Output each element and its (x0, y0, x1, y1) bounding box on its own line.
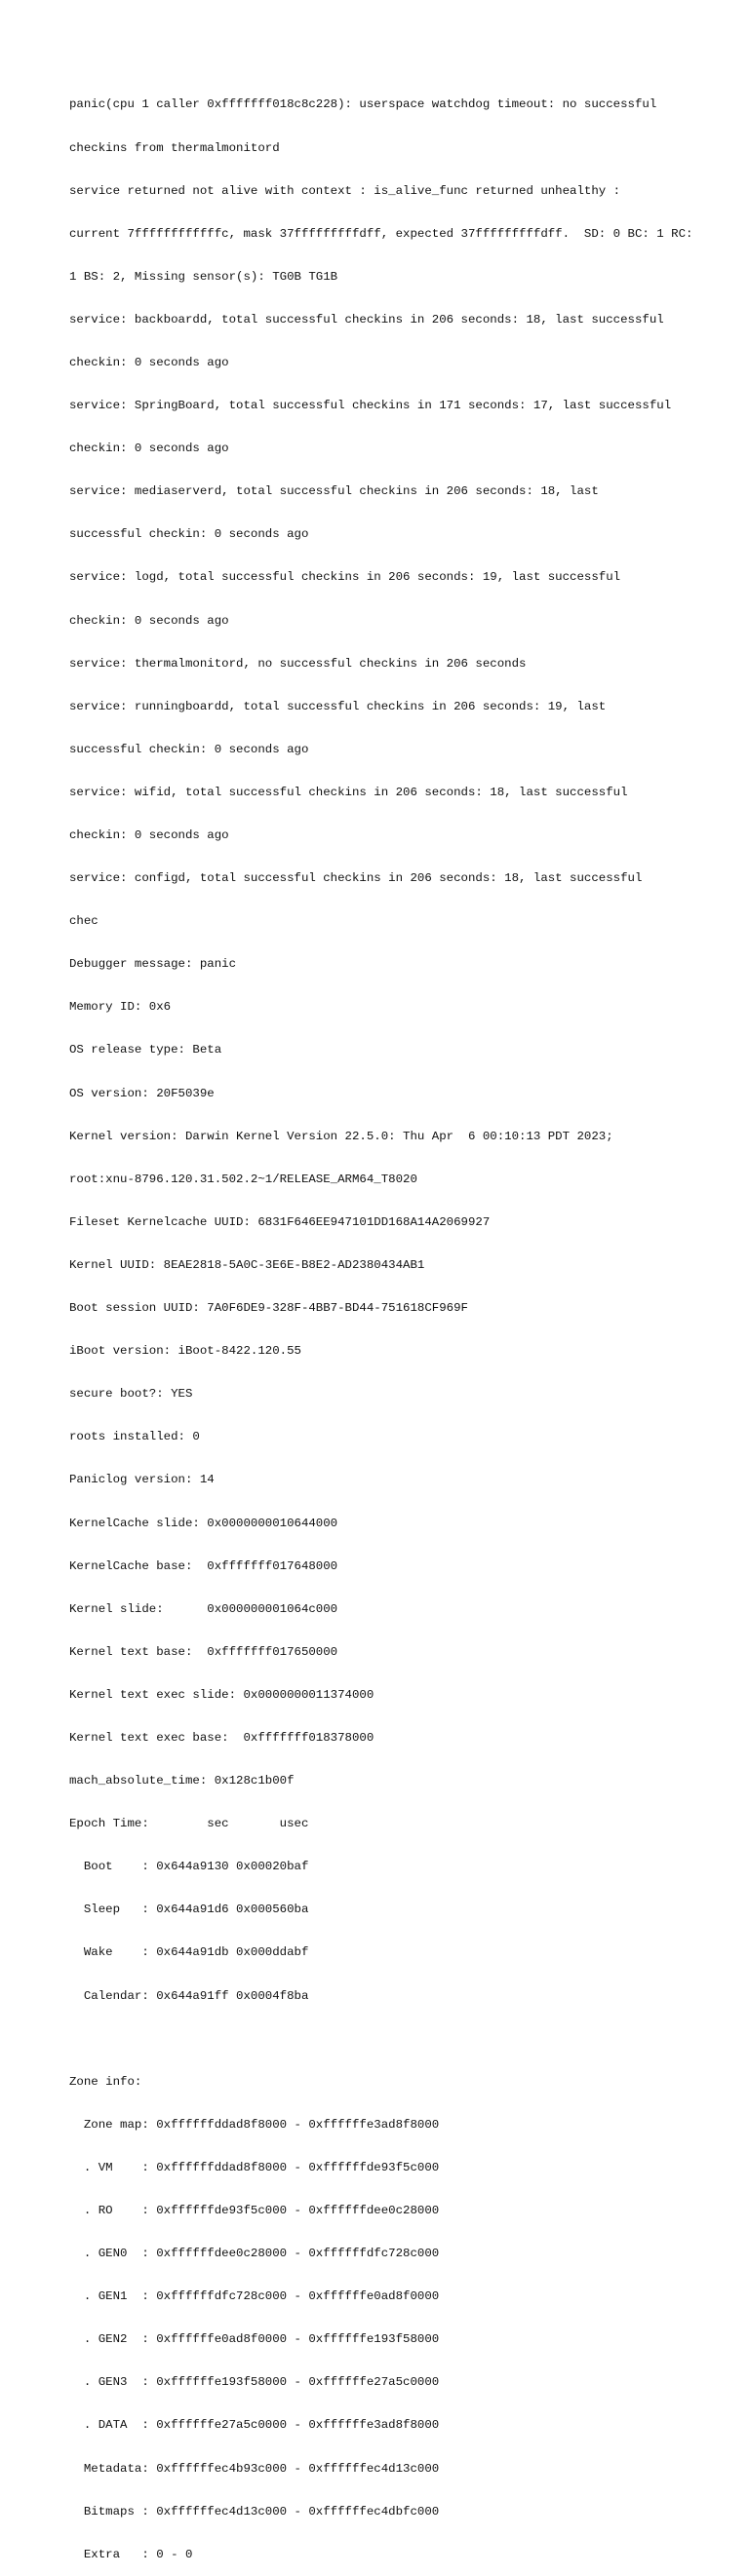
log-line: service: wifid, total successful checkins in 206 seconds: 18, last successful (69, 785, 628, 799)
log-line: successful checkin: 0 seconds ago (69, 527, 309, 542)
log-line: service: mediaserverd, total successful checkins in 206 seconds: 18, last (69, 484, 599, 499)
log-line: checkin: 0 seconds ago (69, 355, 229, 369)
log-line: Epoch Time: sec usec (69, 1817, 309, 1831)
log-line: roots installed: 0 (69, 1430, 200, 1444)
log-line: . VM : 0xffffffddad8f8000 - 0xffffffde93f5c000 (69, 2160, 440, 2174)
log-line: successful checkin: 0 seconds ago (69, 742, 309, 756)
log-line: Boot : 0x644a9130 0x00020baf (69, 1860, 309, 1874)
log-line: Debugger message: panic (69, 957, 237, 972)
log-line: service: configd, total successful checkins in 206 seconds: 18, last successful (69, 871, 643, 886)
log-line: KernelCache slide: 0x0000000010644000 (69, 1516, 338, 1530)
log-line: current 7ffffffffffffc, mask 37fffffffffdff, expected 37fffffffffdff. SD: 0 BC: 1 RC: (69, 226, 693, 241)
log-line: . GEN2 : 0xffffffe0ad8f0000 - 0xffffffe193f58000 (69, 2332, 440, 2347)
log-line: mach_absolute_time: 0x128c1b00f (69, 1774, 295, 1788)
log-line: service: SpringBoard, total successful checkins in 171 seconds: 17, last successful (69, 399, 672, 413)
log-line: checkins from thermalmonitord (69, 140, 280, 155)
log-line: . GEN3 : 0xffffffe193f58000 - 0xffffffe27a5c0000 (69, 2375, 440, 2390)
panic-log-text (69, 69, 693, 2576)
log-line: Zone info: (69, 2074, 142, 2089)
log-line: Boot session UUID: 7A0F6DE9-328F-4BB7-BD44-751618CF969F (69, 1301, 468, 1316)
log-line: OS release type: Beta (69, 1043, 222, 1057)
log-line: chec (69, 914, 99, 929)
log-line: OS version: 20F5039e (69, 1086, 215, 1100)
log-line: Kernel UUID: 8EAE2818-5A0C-3E6E-B8E2-AD2380434AB1 (69, 1257, 425, 1272)
log-line: Kernel text base: 0xfffffff017650000 (69, 1644, 338, 1659)
log-line: Sleep : 0x644a91d6 0x000560ba (69, 1903, 309, 1917)
log-line: Calendar: 0x644a91ff 0x0004f8ba (69, 1988, 309, 2003)
log-line: . RO : 0xffffffde93f5c000 - 0xffffffdee0c28000 (69, 2204, 440, 2217)
log-line: Memory ID: 0x6 (69, 1000, 172, 1015)
log-line: checkin: 0 seconds ago (69, 442, 229, 456)
log-line: service: logd, total successful checkins in 206 seconds: 19, last successful (69, 570, 621, 585)
log-line: Zone map: 0xffffffddad8f8000 - 0xffffffe3ad8f8000 (69, 2117, 440, 2132)
log-line: 1 BS: 2, Missing sensor(s): TG0B TG1B (69, 269, 338, 284)
log-line: root:xnu-8796.120.31.502.2~1/RELEASE_ARM64_T8020 (69, 1172, 417, 1186)
log-line: . DATA : 0xffffffe27a5c0000 - 0xffffffe3ad8f8000 (69, 2418, 440, 2433)
log-line: Paniclog version: 14 (69, 1473, 215, 1487)
log-line: service returned not alive with context : is_alive_func returned unhealthy : (69, 183, 621, 198)
log-line: Kernel text exec slide: 0x0000000011374000 (69, 1687, 374, 1702)
log-line: service: backboardd, total successful checkins in 206 seconds: 18, last successful (69, 312, 664, 327)
log-line: . GEN1 : 0xffffffdfc728c000 - 0xffffffe0ad8f0000 (69, 2289, 440, 2304)
log-line: Extra : 0 - 0 (69, 2547, 193, 2561)
log-line: Kernel slide: 0x000000001064c000 (69, 1601, 338, 1616)
log-line: KernelCache base: 0xfffffff017648000 (69, 1558, 338, 1573)
log-line: service: runningboardd, total successful checkins in 206 seconds: 19, last (69, 699, 607, 713)
log-line: Fileset Kernelcache UUID: 6831F646EE947101DD168A14A2069927 (69, 1214, 491, 1229)
log-line: secure boot?: YES (69, 1387, 193, 1402)
log-line: iBoot version: iBoot-8422.120.55 (69, 1344, 301, 1359)
log-line: checkin: 0 seconds ago (69, 613, 229, 628)
log-line: . GEN0 : 0xffffffdee0c28000 - 0xffffffdfc728c000 (69, 2247, 440, 2261)
log-line: Kernel text exec base: 0xfffffff018378000 (69, 1730, 374, 1745)
blank-line (69, 2032, 693, 2047)
log-line: Wake : 0x644a91db 0x000ddabf (69, 1945, 309, 1960)
log-line: checkin: 0 seconds ago (69, 828, 229, 842)
log-line: Kernel version: Darwin Kernel Version 22.5.0: Thu Apr 6 00:10:13 PDT 2023; (69, 1129, 613, 1143)
log-line: Bitmaps : 0xffffffec4d13c000 - 0xffffffec4dbfc000 (69, 2504, 440, 2518)
log-line: service: thermalmonitord, no successful checkins in 206 seconds (69, 656, 527, 671)
log-line: Metadata: 0xffffffec4b93c000 - 0xffffffec4d13c000 (69, 2461, 440, 2476)
log-line: panic(cpu 1 caller 0xfffffff018c8c228): userspace watchdog timeout: no successful (69, 97, 657, 112)
